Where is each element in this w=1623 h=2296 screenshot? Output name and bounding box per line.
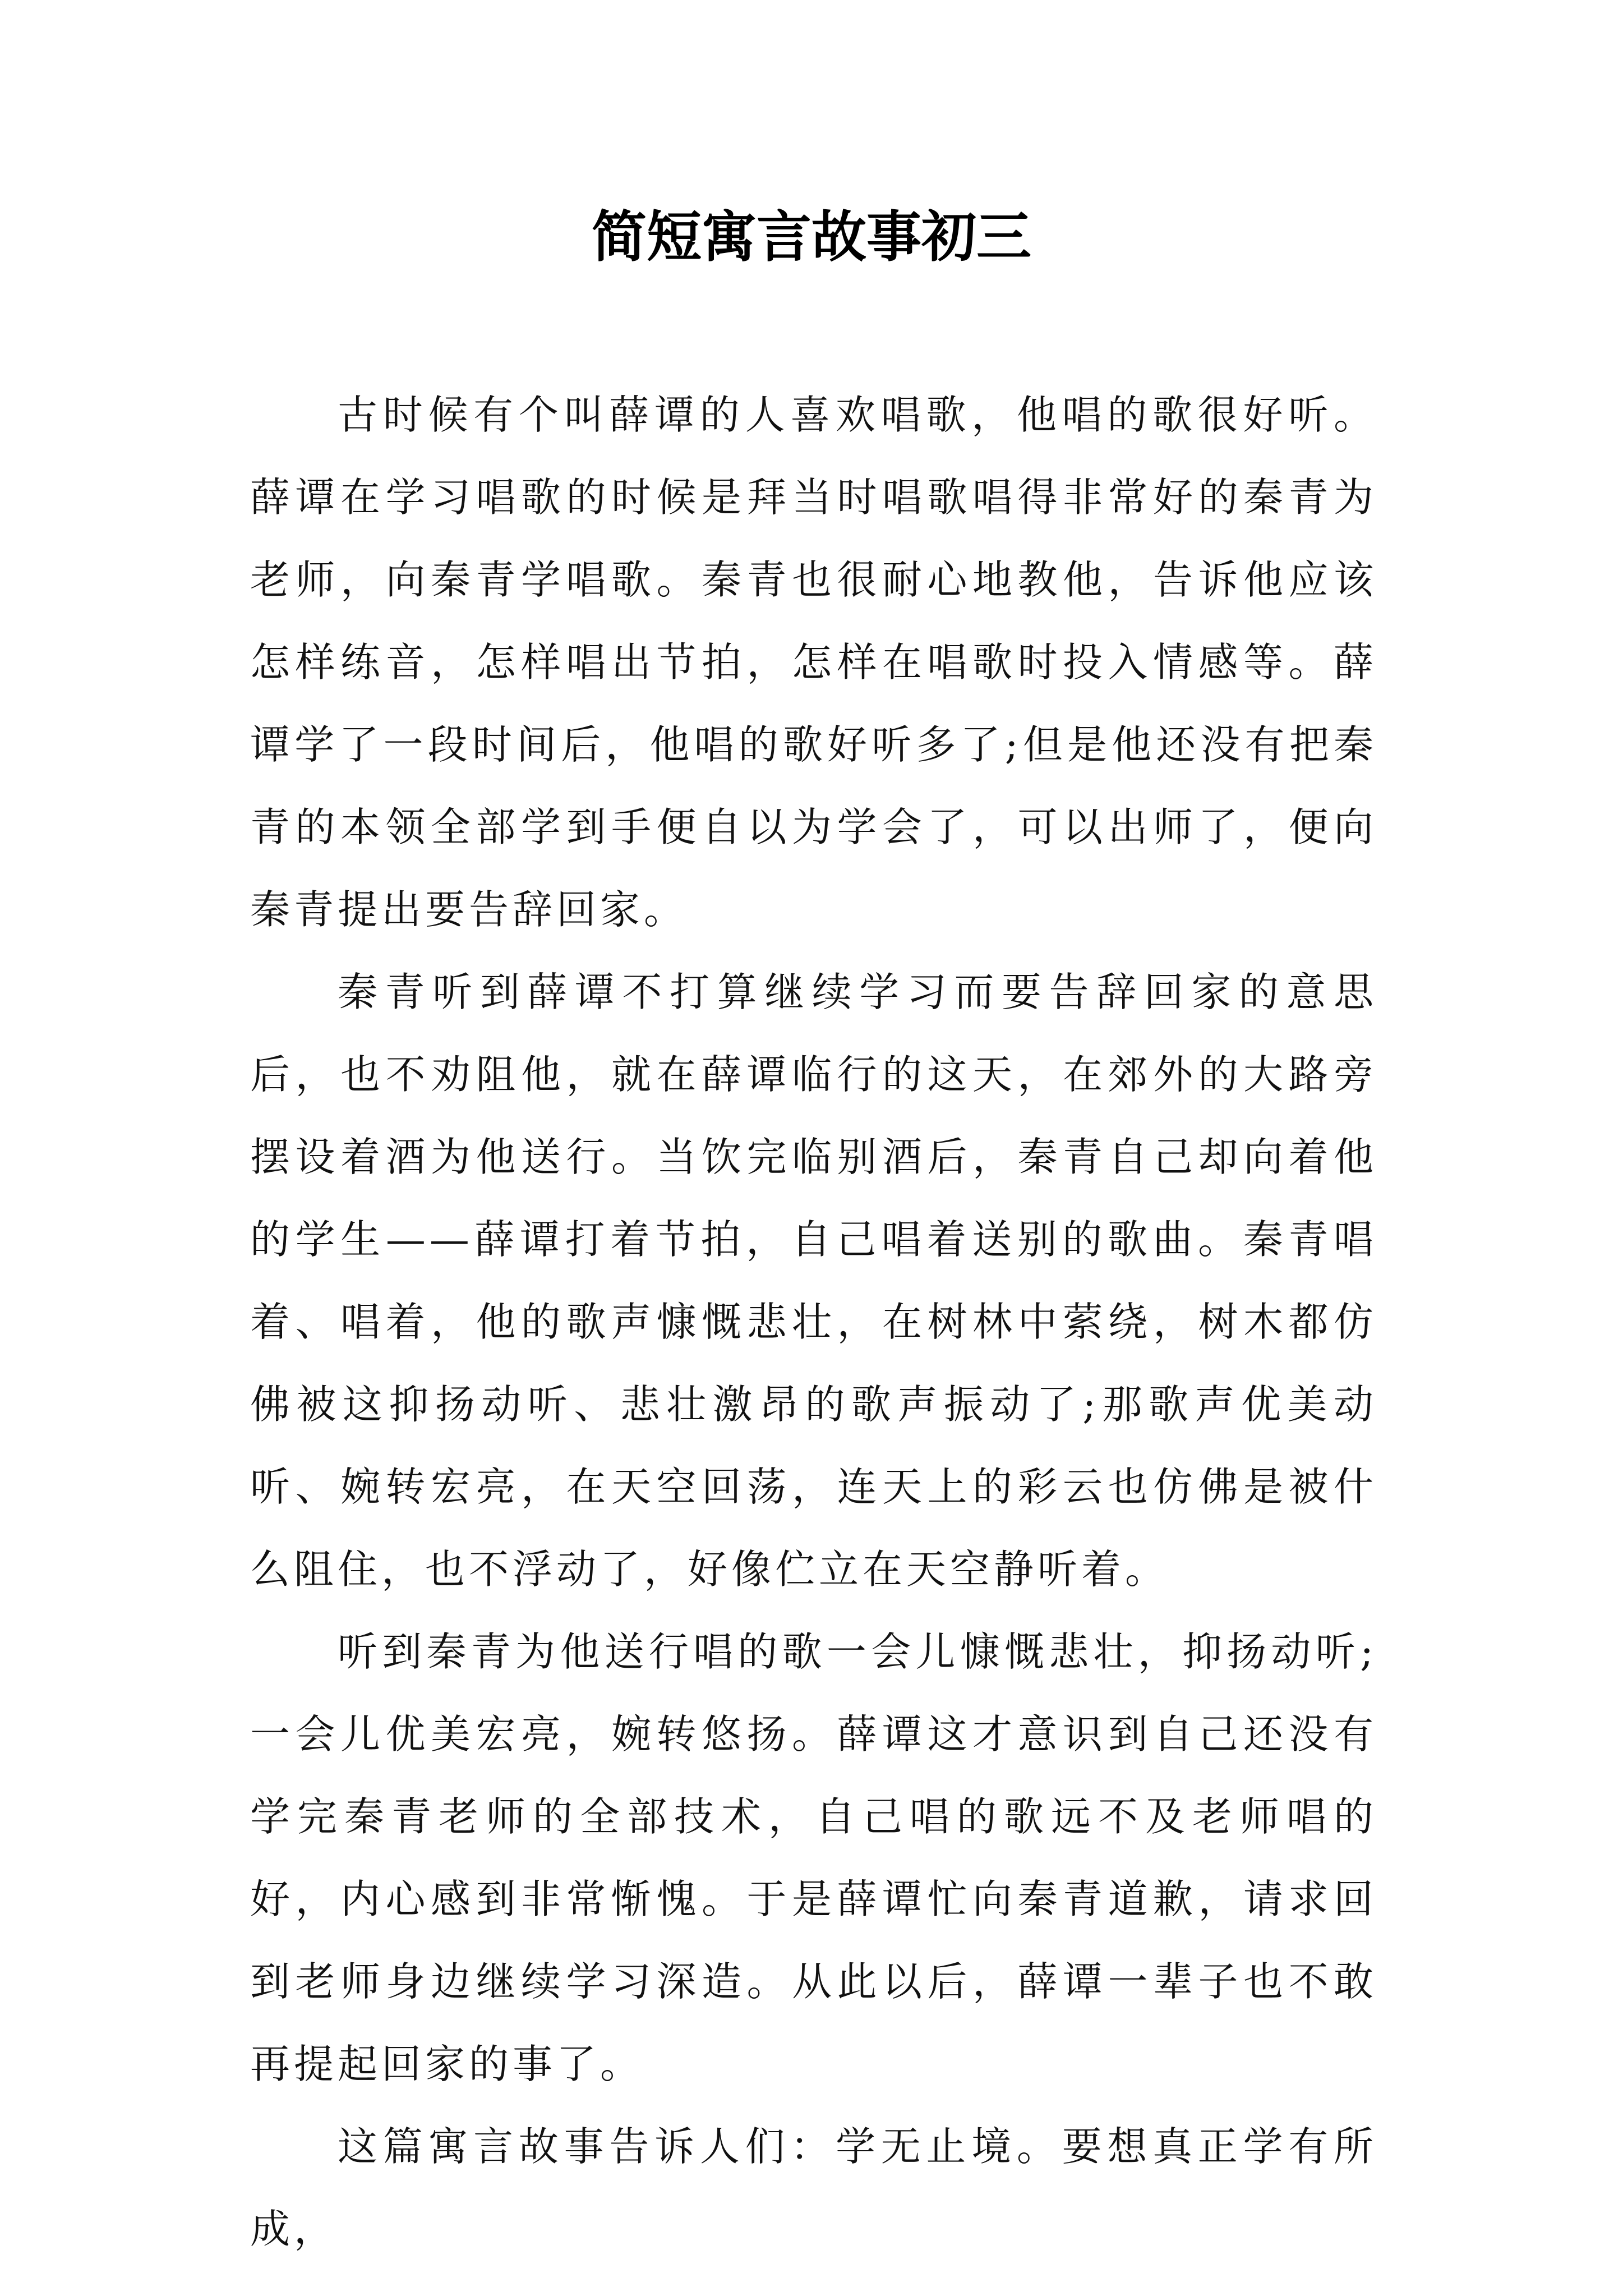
paragraph-2: 秦青听到薛谭不打算继续学习而要告辞回家的意思后，也不劝阻他，就在薛谭临行的这天，在郊外的大路旁摆设着酒为他送行。当饮完临别酒后，秦青自己却向着他的学生——薛谭打着节拍，自己唱着送别的歌曲。秦青唱着、唱着，他的歌声慷慨悲壮，在树林中萦绕，树木都仿佛被这抑扬动听、悲壮激昂的歌声振动了;那歌声优美动听、婉转宏亮，在天空回荡，连天上的彩云也仿佛是被什么阻住，也不浮动了，好像伫立在天空静听着。: [250, 969, 1377, 1593]
paragraph-4: 这篇寓言故事告诉人们：学无止境。要想真正学有所成，: [250, 2123, 1377, 2252]
document-title: 简短寓言故事初三: [591, 205, 1031, 269]
paragraph-1: 古时候有个叫薛谭的人喜欢唱歌，他唱的歌很好听。薛谭在学习唱歌的时候是拜当时唱歌唱得非常好的秦青为老师，向秦青学唱歌。秦青也很耐心地教他，告诉他应该怎样练音，怎样唱出节拍，怎样在唱歌时投入情感等。薛谭学了一段时间后，他唱的歌好听多了;但是他还没有把秦青的本领全部学到手便自以为学会了，可以出师了，便向秦青提出要告辞回家。: [250, 392, 1377, 933]
document-body: [250, 374, 1377, 2270]
paragraph-3: 听到秦青为他送行唱的歌一会儿慷慨悲壮，抑扬动听;一会儿优美宏亮，婉转悠扬。薛谭这才意识到自己还没有学完秦青老师的全部技术，自己唱的歌远不及老师唱的好，内心感到非常惭愧。于是薛谭忙向秦青道歉，请求回到老师身边继续学习深造。从此以后，薛谭一辈子也不敢再提起回家的事了。: [250, 1628, 1377, 2087]
